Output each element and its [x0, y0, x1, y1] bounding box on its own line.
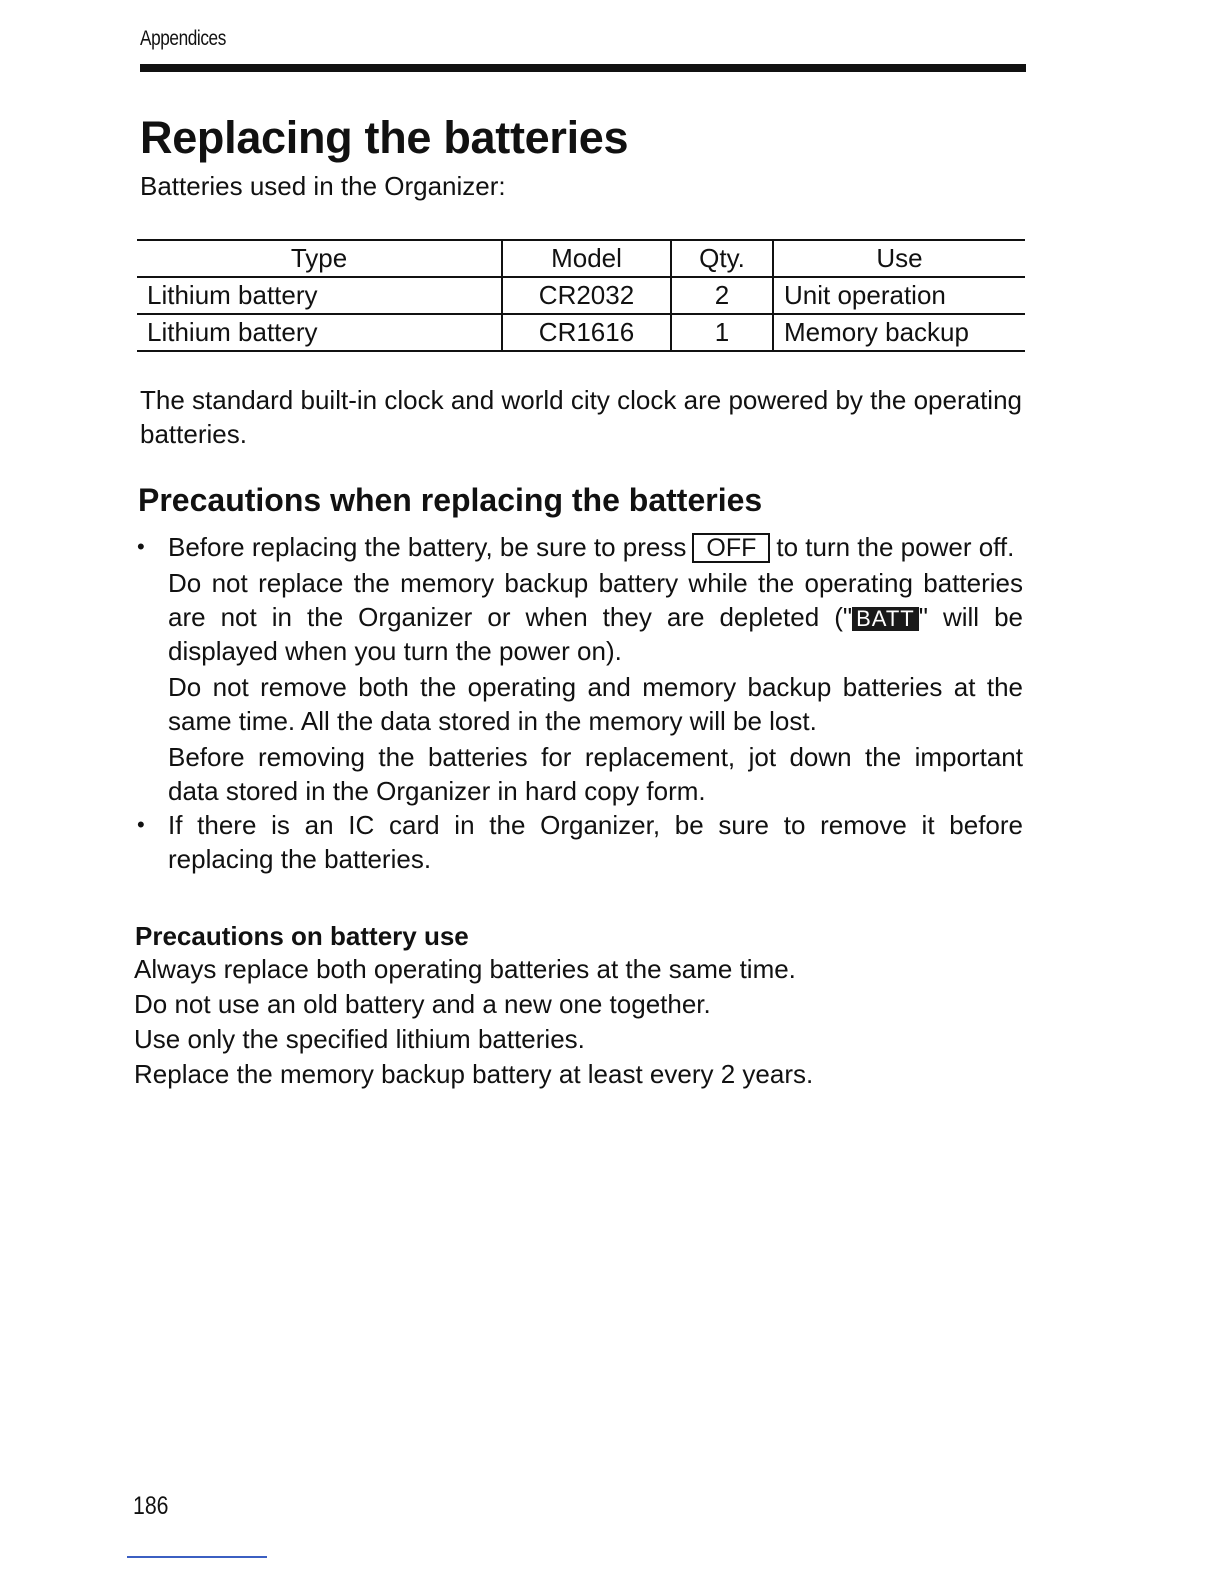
table-row — [137, 314, 1025, 351]
subsection-title: Precautions on battery use — [135, 921, 469, 951]
text: " will be displayed when you turn the power on). — [168, 602, 1023, 666]
column-header-qty: Qty. — [671, 240, 773, 277]
precaution-paragraph — [168, 566, 1023, 668]
list-item: Do not use an old battery and a new one together. — [134, 989, 711, 1019]
footer-line — [127, 1556, 267, 1558]
battery-table — [137, 239, 1025, 352]
text: to turn the power off. — [776, 532, 1015, 562]
section-title: Precautions when replacing the batteries — [138, 482, 763, 518]
list-item: Always replace both operating batteries at the same time. — [134, 954, 796, 984]
cell-model: CR1616 — [502, 314, 671, 351]
cell-qty: 1 — [671, 314, 773, 351]
header-rule — [140, 64, 1026, 72]
table-header-row — [137, 240, 1025, 277]
precautions-list — [135, 530, 1023, 876]
precaution-paragraph: If there is an IC card in the Organizer, be sure to remove it before replacing the batteries. — [168, 810, 1023, 874]
list-item: Use only the specified lithium batteries. — [134, 1024, 585, 1054]
list-item — [135, 808, 1023, 876]
precaution-paragraph: Do not remove both the operating and memory backup batteries at the same time. All the data stored in the memory will be lost. — [168, 672, 1023, 736]
column-header-use: Use — [773, 240, 1025, 277]
cell-type: Lithium battery — [137, 277, 502, 314]
off-key-label: OFF — [692, 533, 770, 563]
list-item — [135, 530, 1023, 808]
cell-use: Unit operation — [773, 277, 1025, 314]
list-item: Replace the memory backup battery at least every 2 years. — [134, 1059, 814, 1089]
page-title: Replacing the batteries — [140, 112, 629, 163]
batt-indicator: BATT — [852, 607, 919, 631]
bullet-icon: • — [137, 534, 145, 559]
column-header-model: Model — [502, 240, 671, 277]
table-row — [137, 277, 1025, 314]
bullet-icon: • — [137, 812, 145, 837]
precaution-paragraph — [168, 530, 1023, 564]
cell-qty: 2 — [671, 277, 773, 314]
battery-use-list — [134, 952, 813, 1092]
text: Do not replace the memory backup battery while the operating batteries are not in the Organizer or when they are depleted (" — [168, 568, 1023, 632]
column-header-type: Type — [137, 240, 502, 277]
cell-model: CR2032 — [502, 277, 671, 314]
clock-note: The standard built-in clock and world city clock are powered by the operating batteries. — [140, 385, 1022, 449]
page-number: 186 — [133, 1492, 169, 1520]
cell-type: Lithium battery — [137, 314, 502, 351]
cell-use: Memory backup — [773, 314, 1025, 351]
precaution-paragraph: Before removing the batteries for replacement, jot down the important data stored in the Organizer in hard copy form. — [168, 742, 1023, 806]
section-header: Appendices — [140, 27, 226, 50]
subtitle: Batteries used in the Organizer: — [140, 171, 506, 201]
text: Before replacing the battery, be sure to press — [168, 532, 687, 562]
